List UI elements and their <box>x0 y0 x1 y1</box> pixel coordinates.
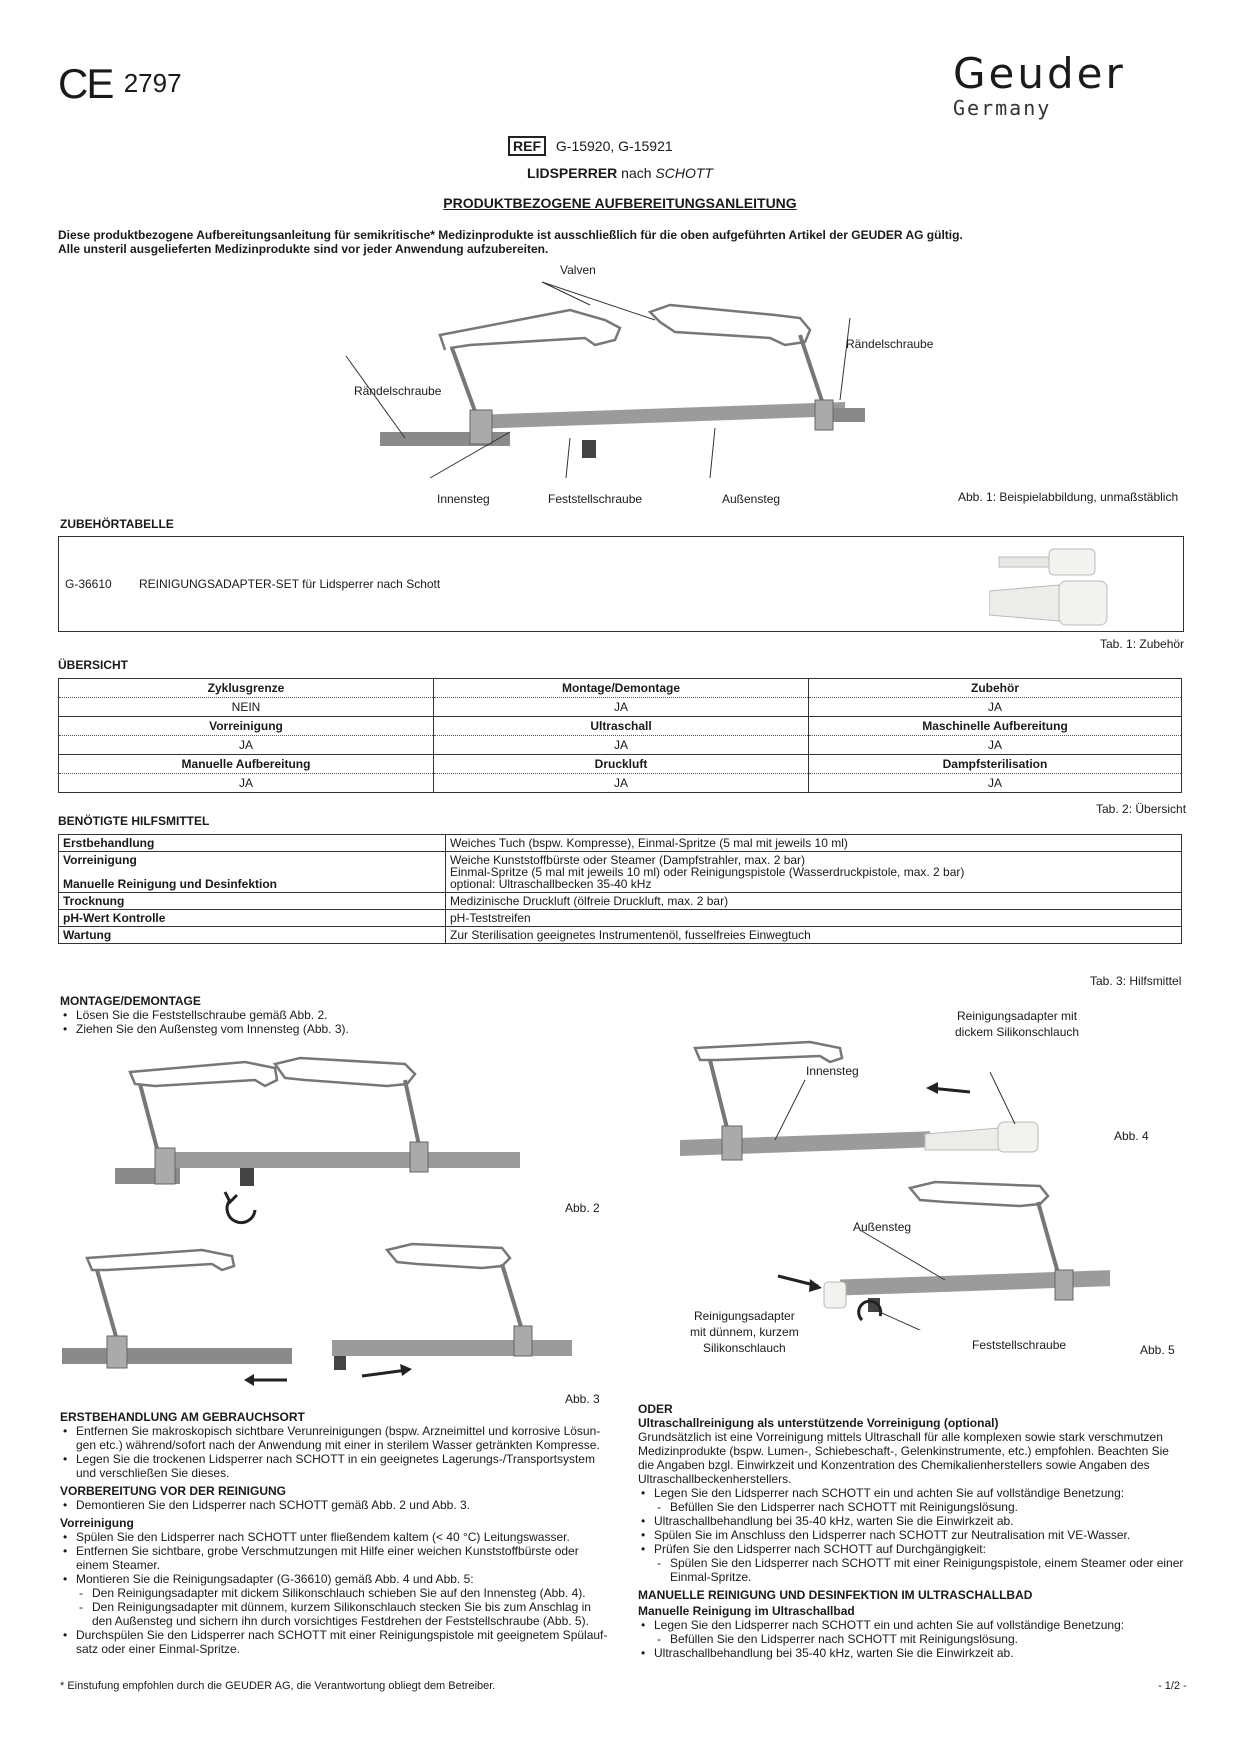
list-item-line: satz oder einer Einmal-Spritze. <box>76 1642 241 1656</box>
list-item-line: - Den Reinigungsadapter mit dünnem, kurzem Silikonschlauch stecken Sie bis zum Anschlag in <box>92 1600 591 1614</box>
page-number: - 1/2 - <box>1158 1680 1187 1692</box>
accessory-description: REINIGUNGSADAPTER-SET für Lidsperrer nach Schott <box>139 577 441 591</box>
aids-row <box>59 893 1182 910</box>
figure-5-label-feststellschraube: Feststellschraube <box>972 1338 1067 1352</box>
left-column <box>60 1410 620 1656</box>
sub-list-item <box>670 1556 1198 1584</box>
aids-value-line: optional: Ultraschallbecken 35-40 kHz <box>450 877 652 891</box>
section-heading-vorreinigung: Vorreinigung <box>60 1516 134 1530</box>
figure-5-illustration <box>770 1170 1130 1330</box>
overview-value-cell: JA <box>434 774 809 793</box>
figure-3-caption: Abb. 3 <box>565 1392 600 1406</box>
document-title: PRODUKTBEZOGENE AUFBEREITUNGSANLEITUNG <box>443 195 797 211</box>
aids-key: Erstbehandlung <box>59 835 446 852</box>
intro-line-1: Diese produktbezogene Aufbereitungsanleitung für semikritische* Medizinprodukte ist ausschließlich für die oben aufgeführten Artikel der GEUDER AG gültig. <box>58 228 963 242</box>
ultraschall-list <box>638 1486 1198 1584</box>
overview-header-row <box>59 679 1182 698</box>
label-valven: Valven <box>560 263 596 277</box>
overview-value-cell: JA <box>809 774 1182 793</box>
vorbereitung-list <box>60 1498 620 1512</box>
accessory-heading: ZUBEHÖRTABELLE <box>60 517 174 531</box>
accessory-caption: Tab. 1: Zubehör <box>1100 637 1185 651</box>
list-item-line: • Montieren Sie die Reinigungsadapter (G-36610) gemäß Abb. 4 und Abb. 5: <box>76 1572 474 1586</box>
oder-heading: ODER <box>638 1402 673 1416</box>
list-item <box>654 1618 1198 1646</box>
list-item: • Lösen Sie die Feststellschraube gemäß Abb. 2. <box>76 1008 620 1022</box>
logo-subtitle: Germany <box>953 96 1052 120</box>
list-item <box>654 1486 1198 1514</box>
overview-value-row <box>59 774 1182 793</box>
product-name <box>420 165 820 181</box>
figure-5-label-line: Silikonschlauch <box>702 1341 786 1355</box>
aids-key <box>59 852 446 893</box>
aids-value: Weiches Tuch (bspw. Kompresse), Einmal-Spritze (5 mal mit jeweils 10 ml) <box>446 835 1182 852</box>
montage-heading: MONTAGE/DEMONTAGE <box>60 994 201 1008</box>
list-item: • Spülen Sie den Lidsperrer nach SCHOTT unter fließendem kaltem (< 40 °C) Leitungswasser. <box>76 1530 620 1544</box>
ce-mark <box>58 60 182 107</box>
list-item: • Spülen Sie im Anschluss den Lidsperrer nach SCHOTT zur Neutralisation mit VE-Wasser. <box>654 1528 1198 1542</box>
list-item: • Ultraschallbehandlung bei 35-40 kHz, warten Sie die Einwirkzeit ab. <box>654 1514 1198 1528</box>
aids-key: pH-Wert Kontrolle <box>59 910 446 927</box>
aids-key: Wartung <box>59 927 446 944</box>
aids-value <box>446 852 1182 893</box>
overview-header-cell: Vorreinigung <box>59 717 434 736</box>
manuelle-reinigung-heading: MANUELLE REINIGUNG UND DESINFEKTION IM ULTRASCHALLBAD <box>638 1588 1033 1602</box>
overview-value-row <box>59 736 1182 755</box>
section-heading-vorbereitung: VORBEREITUNG VOR DER REINIGUNG <box>60 1484 287 1498</box>
label-aussensteg: Außensteg <box>722 492 781 506</box>
list-item <box>76 1544 620 1572</box>
list-item <box>76 1424 620 1452</box>
overview-heading: ÜBERSICHT <box>58 658 129 672</box>
list-item <box>654 1542 1198 1584</box>
aids-table <box>58 834 1182 944</box>
aids-heading: BENÖTIGTE HILFSMITTEL <box>58 814 210 828</box>
sub-list-item: - Befüllen Sie den Lidsperrer nach SCHOTT mit Reinigungslösung. <box>670 1500 1198 1514</box>
sub-list-item: - Befüllen Sie den Lidsperrer nach SCHOTT mit Reinigungslösung. <box>670 1632 1198 1646</box>
figure-4-illustration <box>680 1030 1100 1170</box>
paragraph-line: die Angaben bzgl. Einwirkzeit und Konzentration des Chemikalienherstellers sowie Angaben des <box>638 1458 1150 1472</box>
figure-3-illustration <box>62 1240 582 1390</box>
label-innensteg: Innensteg <box>437 492 490 506</box>
list-item-line: Einmal-Spritze. <box>670 1570 752 1584</box>
aids-row <box>59 910 1182 927</box>
aids-key-line: Vorreinigung <box>63 853 137 867</box>
overview-header-cell: Dampfsterilisation <box>809 755 1182 774</box>
figure-4-label-line: dickem Silikonschlauch <box>955 1025 1080 1039</box>
vorreinigung-list <box>60 1530 620 1656</box>
sub-list <box>654 1556 1198 1584</box>
ref-line <box>508 138 673 154</box>
figure-1-illustration <box>330 260 950 500</box>
product-name-main: LIDSPERRER <box>527 165 618 181</box>
section-heading-erstbehandlung: ERSTBEHANDLUNG AM GEBRAUCHSORT <box>60 1410 305 1424</box>
list-item: • Demontieren Sie den Lidsperrer nach SCHOTT gemäß Abb. 2 und Abb. 3. <box>76 1498 620 1512</box>
figure-5-label-adapter <box>690 1308 799 1356</box>
label-raendelschraube-left: Rändelschraube <box>354 384 442 398</box>
aids-row <box>59 852 1182 893</box>
figure-5-label-line: mit dünnem, kurzem <box>690 1325 799 1339</box>
list-item-line: einem Steamer. <box>76 1558 161 1572</box>
paragraph-line: Ultraschallbeckenherstellers. <box>638 1472 792 1486</box>
notified-body-number: 2797 <box>123 68 182 98</box>
overview-value-row <box>59 698 1182 717</box>
overview-header-cell: Manuelle Aufbereitung <box>59 755 434 774</box>
list-item-line: • Legen Sie den Lidsperrer nach SCHOTT ein und achten Sie auf vollständige Benetzung: <box>654 1486 1125 1500</box>
overview-header-row <box>59 717 1182 736</box>
list-item-line: • Legen Sie den Lidsperrer nach SCHOTT ein und achten Sie auf vollständige Benetzung: <box>654 1618 1125 1632</box>
list-item: • Ultraschallbehandlung bei 35-40 kHz, warten Sie die Einwirkzeit ab. <box>654 1646 1198 1660</box>
figure-5-label-line: Reinigungsadapter <box>693 1309 795 1323</box>
sub-list <box>76 1586 620 1628</box>
list-item-line: • Durchspülen Sie den Lidsperrer nach SCHOTT mit einer Reinigungspistole mit geeignetem Spülauf- <box>76 1628 608 1642</box>
manuelle-reinigung-list <box>638 1618 1198 1660</box>
overview-value-cell: NEIN <box>59 698 434 717</box>
company-logo <box>953 49 1183 120</box>
figure-2-illustration <box>115 1050 535 1240</box>
list-item <box>76 1628 620 1656</box>
list-item <box>76 1452 620 1480</box>
right-column <box>638 1402 1198 1660</box>
aids-value-line: Weiche Kunststoffbürste oder Steamer (Dampfstrahler, max. 2 bar) <box>450 853 806 867</box>
aids-key: Trocknung <box>59 893 446 910</box>
product-name-italic: SCHOTT <box>655 165 713 181</box>
aids-row <box>59 835 1182 852</box>
figure-4-label-adapter <box>955 1008 1079 1040</box>
ref-numbers: G-15920, G-15921 <box>555 138 673 154</box>
feststellschraube-knob <box>582 440 596 458</box>
overview-header-cell: Montage/Demontage <box>434 679 809 698</box>
overview-caption: Tab. 2: Übersicht <box>1096 802 1187 816</box>
aids-value: pH-Teststreifen <box>446 910 1182 927</box>
overview-value-cell: JA <box>809 736 1182 755</box>
list-item-line: • Legen Sie die trockenen Lidsperrer nach SCHOTT in ein geeignetes Lagerungs-/Transportsystem <box>76 1452 595 1466</box>
figure-4-label-line: Reinigungsadapter mit <box>956 1009 1078 1023</box>
overview-table <box>58 678 1182 793</box>
product-name-middle: nach <box>621 165 652 181</box>
manuelle-reinigung-subheading: Manuelle Reinigung im Ultraschallbad <box>638 1604 855 1618</box>
intro-line-2: Alle unsteril ausgelieferten Medizinprodukte sind vor jeder Anwendung aufzubereiten. <box>58 242 549 256</box>
ultraschall-paragraph <box>638 1430 1198 1486</box>
intro-text <box>58 228 1188 256</box>
aids-value: Zur Sterilisation geeignetes Instrumentenöl, fusselfreies Einwegtuch <box>446 927 1182 944</box>
overview-value-cell: JA <box>59 774 434 793</box>
sub-list-item <box>92 1600 620 1628</box>
list-item-line: - Spülen Sie den Lidsperrer nach SCHOTT mit einer Reinigungspistole, einem Steamer oder einer <box>670 1556 1184 1570</box>
overview-header-cell: Zubehör <box>809 679 1182 698</box>
list-item-line: • Entfernen Sie makroskopisch sichtbare Verunreinigungen (bspw. Arzneimittel und korrosive Lösun- <box>76 1424 601 1438</box>
paragraph-line: Grundsätzlich ist eine Vorreinigung mittels Ultraschall für alle komplexen sowie stark verschmutzen <box>638 1430 1163 1444</box>
accessory-code: G-36610 <box>65 577 112 591</box>
list-item-line: den Außensteg und sichern ihn durch vorsichtiges Festdrehen der Feststellschraube (Abb. 5). <box>92 1614 589 1628</box>
accessory-table <box>58 536 1184 632</box>
sub-list-item: - Den Reinigungsadapter mit dickem Silikonschlauch schieben Sie auf den Innensteg (Abb. 4). <box>92 1586 620 1600</box>
overview-value-cell: JA <box>809 698 1182 717</box>
paragraph-line: Medizinprodukte (bspw. Lumen-, Schiebeschaft-, Gelenkinstrumente, etc.) empfohlen. Beachten Sie <box>638 1444 1169 1458</box>
figure-4-label-innensteg: Innensteg <box>806 1064 859 1078</box>
aussensteg-bar <box>485 402 845 429</box>
aids-key-line: Manuelle Reinigung und Desinfektion <box>63 877 278 891</box>
footnote: * Einstufung empfohlen durch die GEUDER AG, die Verantwortung obliegt dem Betreiber. <box>60 1680 496 1692</box>
figure-4-caption: Abb. 4 <box>1114 1129 1149 1143</box>
logo-text: Geuder <box>953 49 1126 98</box>
cleaning-adapter-image <box>989 541 1169 627</box>
ultraschall-heading: Ultraschallreinigung als unterstützende Vorreinigung (optional) <box>638 1416 999 1430</box>
figure-5-label-aussensteg: Außensteg <box>853 1220 912 1234</box>
montage-list <box>60 1008 620 1036</box>
erstbehandlung-list <box>60 1424 620 1480</box>
list-item: • Ziehen Sie den Außensteg vom Innensteg (Abb. 3). <box>76 1022 620 1036</box>
figure-2-caption: Abb. 2 <box>565 1201 600 1215</box>
overview-value-cell: JA <box>59 736 434 755</box>
overview-header-cell: Druckluft <box>434 755 809 774</box>
overview-header-cell: Ultraschall <box>434 717 809 736</box>
ref-box: REF <box>508 136 546 156</box>
overview-header-cell: Maschinelle Aufbereitung <box>809 717 1182 736</box>
overview-header-cell: Zyklusgrenze <box>59 679 434 698</box>
list-item-line: • Entfernen Sie sichtbare, grobe Verschmutzungen mit Hilfe einer weichen Kunststoffbürste oder <box>76 1544 579 1558</box>
aids-caption: Tab. 3: Hilfsmittel <box>1090 974 1182 988</box>
aids-value-line: Einmal-Spritze (5 mal mit jeweils 10 ml) oder Reinigungspistole (Wasserdruckpistole, max. 2 bar) <box>450 865 965 879</box>
label-raendelschraube-right: Rändelschraube <box>846 337 934 351</box>
list-item-line: und verschließen Sie dieses. <box>76 1466 230 1480</box>
aids-row <box>59 927 1182 944</box>
aids-value: Medizinische Druckluft (ölfreie Druckluft, max. 2 bar) <box>446 893 1182 910</box>
label-feststellschraube: Feststellschraube <box>548 492 643 506</box>
valve-right-arm <box>800 335 825 410</box>
overview-header-row <box>59 755 1182 774</box>
list-item <box>76 1572 620 1628</box>
figure-5-caption: Abb. 5 <box>1140 1343 1175 1357</box>
figure-1-caption: Abb. 1: Beispielabbildung, unmaßstäblich <box>958 490 1179 504</box>
list-item-line: gen etc.) während/sofort nach der Anwendung mit einer in sterilem Wasser getränkten Kompresse. <box>76 1438 600 1452</box>
sub-list <box>654 1500 1198 1514</box>
montage-section <box>60 994 620 1036</box>
ce-logo: CE <box>58 60 113 107</box>
list-item-line: • Prüfen Sie den Lidsperrer nach SCHOTT auf Durchgängigkeit: <box>654 1542 986 1556</box>
sub-list <box>654 1632 1198 1646</box>
overview-value-cell: JA <box>434 698 809 717</box>
overview-value-cell: JA <box>434 736 809 755</box>
